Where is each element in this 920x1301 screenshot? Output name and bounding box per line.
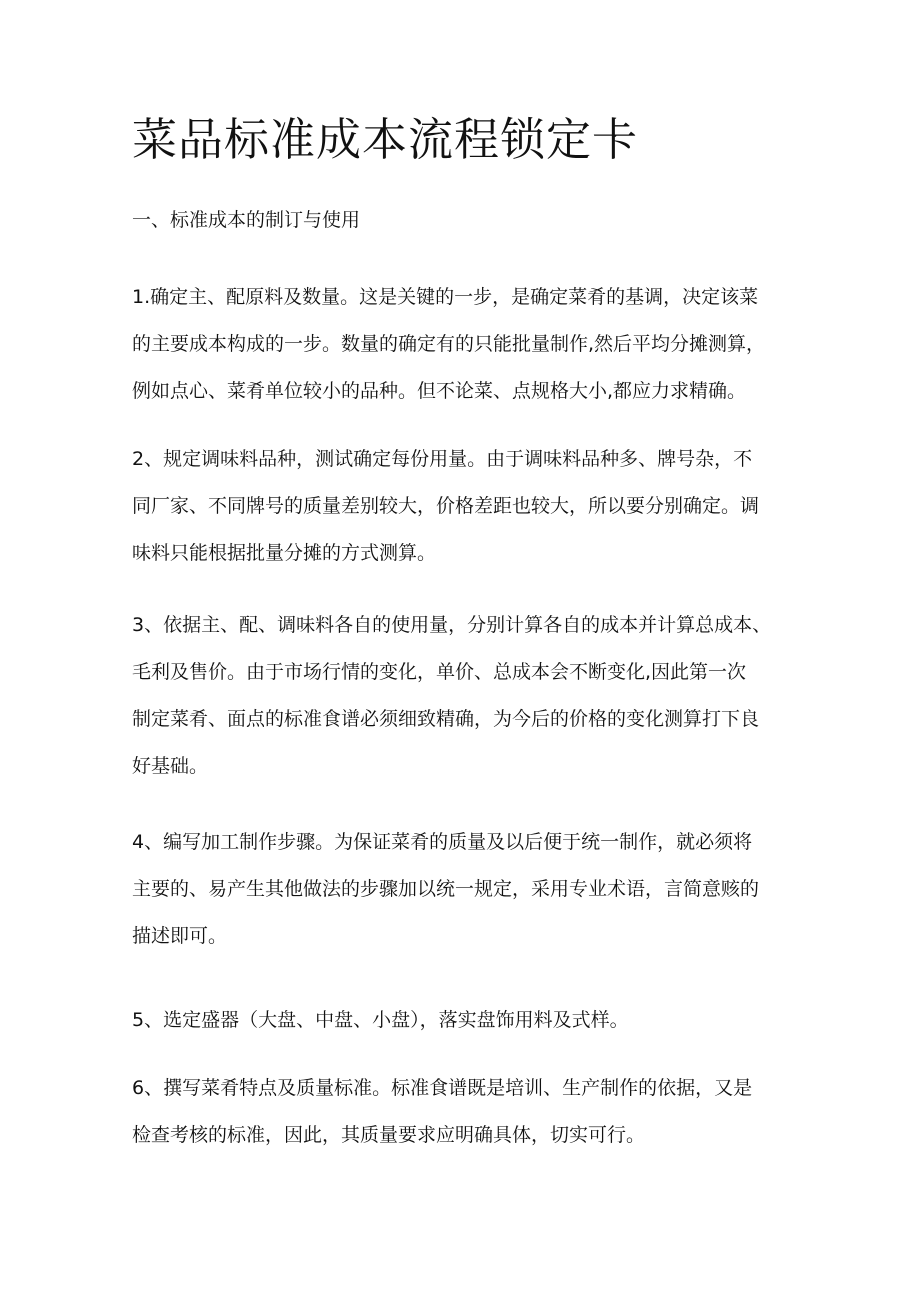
paragraph-line: 味料只能根据批量分摊的方式测算。 — [132, 542, 437, 564]
paragraph-line: 好基础。 — [132, 755, 209, 777]
paragraph-line: 制定菜肴、面点的标准食谱必须细致精确，为今后的价格的变化测算打下良 — [132, 708, 760, 730]
paragraph-line: 毛利及售价。由于市场行情的变化，单价、总成本会不断变化,因此第一次 — [132, 661, 747, 683]
paragraph-line: 2、规定调味料品种，测试确定每份用量。由于调味料品种多、牌号杂，不 — [132, 448, 753, 470]
paragraph-line: 1.确定主、配原料及数量。这是关键的一步，是确定菜肴的基调，决定该菜 — [132, 286, 759, 308]
paragraph-line: 主要的、易产生其他做法的步骤加以统一规定，采用专业术语，言简意赅的 — [132, 878, 760, 900]
paragraph-line: 4、编写加工制作步骤。为保证菜肴的质量及以后便于统一制作，就必须将 — [132, 831, 753, 853]
paragraph-line: 的主要成本构成的一步。数量的确定有的只能批量制作,然后平均分摊测算， — [132, 333, 766, 355]
paragraph-line: 同厂家、不同牌号的质量差别较大，价格差距也较大，所以要分别确定。调 — [132, 495, 760, 517]
paragraph-5 — [132, 997, 629, 1044]
paragraph-1 — [132, 274, 765, 415]
document-title: 菜品标准成本流程锁定卡 — [132, 113, 639, 166]
paragraph-6 — [132, 1065, 752, 1159]
paragraph-line: 例如点心、菜肴单位较小的品种。但不论菜、点规格大小,都应力求精确。 — [132, 380, 747, 402]
section-heading: 一、标准成本的制订与使用 — [132, 209, 361, 231]
paragraph-line: 3、依据主、配、调味料各自的使用量，分别计算各自的成本并计算总成本、 — [132, 614, 772, 636]
paragraph-line: 检查考核的标准，因此，其质量要求应明确具体，切实可行。 — [132, 1124, 646, 1146]
paragraph-line: 描述即可。 — [132, 925, 228, 947]
paragraph-line: 5、选定盛器（大盘、中盘、小盘），落实盘饰用料及式样。 — [132, 1009, 629, 1031]
paragraph-3 — [132, 602, 771, 790]
paragraph-2 — [132, 436, 759, 577]
paragraph-line: 6、撰写菜肴特点及质量标准。标准食谱既是培训、生产制作的依据，又是 — [132, 1077, 753, 1099]
paragraph-4 — [132, 819, 759, 960]
